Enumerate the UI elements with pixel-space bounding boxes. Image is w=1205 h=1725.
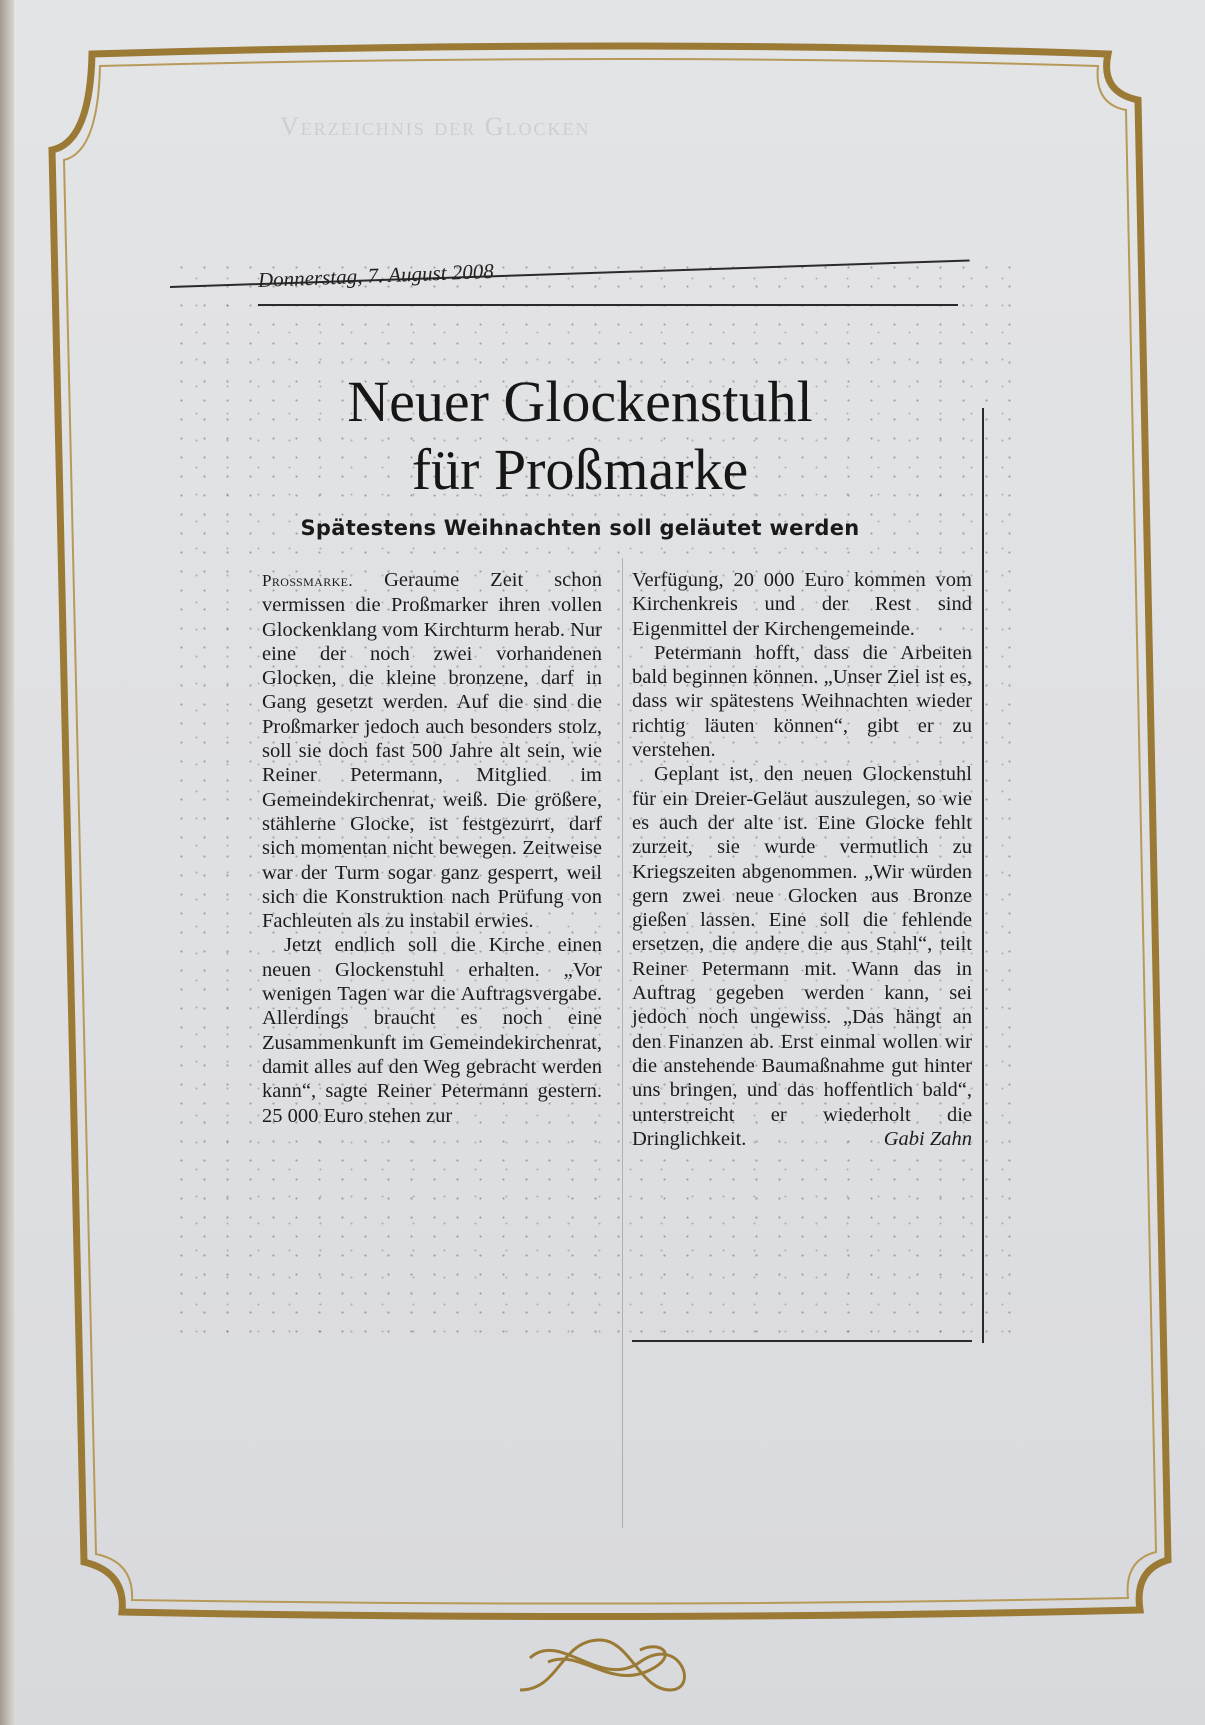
paragraph bbox=[632, 762, 972, 1151]
headline-line-1: Neuer Glockenstuhl bbox=[347, 369, 813, 434]
top-rule-2 bbox=[258, 304, 958, 306]
column-divider bbox=[622, 558, 623, 1528]
faded-page-header: Verzeichnis der Glocken bbox=[280, 112, 591, 141]
article-subheadline: Spätestens Weihnachten soll geläutet werden bbox=[300, 516, 860, 540]
author-byline: Gabi Zahn bbox=[883, 1127, 972, 1150]
article-date: Donnerstag, 7. August 2008 bbox=[257, 258, 495, 292]
paragraph-text: Geplant ist, den neuen Glockenstuhl für ein Dreier-Geläut auszulegen, so wie es auch der alte ist. Eine Glocke fehlt zurzeit, sie wurde vermutlich zu Kriegszeiten abgenommen. „Wir würden gern zwei neue Glocken aus Bronze gießen lassen. Eine soll die fehlende ersetzen, die andere die aus Stahl“, teilt Reiner Petermann mit. Wann das in Auftrag gegeben werden kann, sei jedoch noch ungewiss. „Das hängt an den Finanzen ab. Erst einmal wollen wir die anstehende Baumaßnahme gut hinter uns bringen, und das hoffentlich bald“, unterstreicht er wiederholt die Dringlichkeit. bbox=[632, 763, 972, 1150]
column-right bbox=[632, 568, 972, 1151]
ornament-icon bbox=[520, 1640, 684, 1690]
paragraph: Jetzt endlich soll die Kirche einen neuen Glockenstuhl erhalten. „Vor wenigen Tagen war die Auftragsvergabe. Allerdings braucht es noch eine Zusammenkunft im Gemeindekirchenrat, damit alles auf den Weg gebracht werden kann“, sagte Reiner Petermann gestern. 25 000 Euro stehen zur bbox=[262, 934, 602, 1127]
newspaper-clipping bbox=[170, 258, 1020, 1348]
paragraph: Petermann hofft, dass die Arbeiten bald beginnen können. „Unser Ziel ist es, dass wir spätestens Weihnachten wieder richtig läuten können“, gibt er zu verstehen. bbox=[632, 641, 972, 762]
article-headline bbox=[170, 368, 990, 504]
headline-line-2: für Proßmarke bbox=[411, 437, 749, 502]
paragraph-text: Geraume Zeit schon vermissen die Proßmarker ihren vollen Glockenklang vom Kirchturm herab. Nur eine der noch zwei vorhandenen Glocken, die kleine bronzene, darf in Gang gesetzt werden. Auf die sind die Proßmarker jedoch auch besonders stolz, soll sie doch fast 500 Jahre alt sein, wie Reiner Petermann, Mitglied im Gemeindekirchenrat, weiß. Die größere, stählerne Glocke, ist festgezurrt, darf sich momentan nicht bewegen. Zeitweise war der Turm sogar ganz gesperrt, weil sich die Konstruktion nach Prüfung von Fachleuten als zu instabil erwies. bbox=[262, 569, 603, 933]
paragraph: Verfügung, 20 000 Euro kommen vom Kirchenkreis und der Rest sind Eigenmittel der Kirchengemeinde. bbox=[632, 569, 972, 640]
dept-label: Proßmarke. bbox=[262, 571, 354, 590]
bottom-rule bbox=[632, 1340, 972, 1342]
right-edge-rule bbox=[982, 408, 984, 1343]
paragraph bbox=[262, 568, 602, 933]
column-left bbox=[262, 568, 602, 1128]
